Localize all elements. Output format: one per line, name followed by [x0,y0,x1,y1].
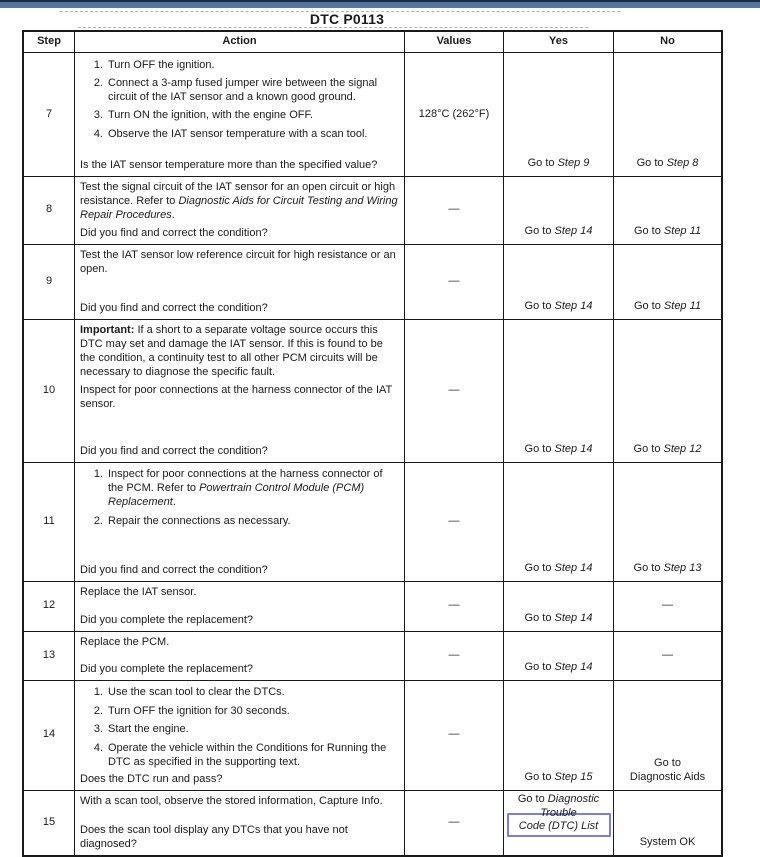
important-label: Important: [80,323,135,336]
no-cell: System OK [613,791,721,855]
action-text: Replace the PCM. [80,635,170,648]
no-cell: Go to Step 8 [613,53,721,176]
action-list-item: 1. Turn OFF the ignition. [93,58,215,71]
action-question: Did you find and correct the condition? [80,563,268,576]
no-cell: Go to Step 11 [613,245,721,319]
action-cell [74,177,404,244]
no-cell: Go to Step 13 [613,463,721,581]
table-row-step-10 [24,319,721,462]
table-row-step-11 [24,462,721,581]
action-question: Did you find and correct the condition? [80,226,268,239]
page-title: DTC P0113 [309,11,385,27]
no-cell: Go to Diagnostic Aids [613,681,721,790]
values-cell: — [404,632,503,680]
action-cell [74,632,404,680]
step-number: 15 [42,815,56,828]
diagnostic-table [22,30,723,857]
action-list-item: 3. Start the engine. [93,723,189,736]
action-list-item: 2. Repair the connections as necessary. [93,514,291,527]
action-list-item: 4. Observe the IAT sensor temperature with a scan tool. [93,127,368,140]
no-cell: Go to Step 12 [613,320,721,462]
action-question: Did you complete the replacement? [80,662,254,675]
step-number: 8 [45,203,53,216]
action-text: Test the signal circuit of the IAT sensor for an open circuit or high resistance. Refer to Diagnostic Aids for Circuit Testing and Wiring Repair Procedures. [80,181,398,221]
yes-cell: Go to Step 14 [503,177,613,244]
action-cell [74,681,404,790]
table-row-step-13 [24,631,721,680]
action-text: Inspect for poor connections at the harness connector of the IAT sensor. [80,383,393,410]
table-row-step-15 [24,790,721,855]
action-text: Important: If a short to a separate voltage source occurs this DTC may set and damage the IAT sensor. If this is found to be the condition, a continuity test to all other PCM circuits will be necessary to diagnose the specific fault. [80,323,383,378]
action-text: Replace the IAT sensor. [80,585,197,598]
dtc-list-link-box[interactable]: Code (DTC) List [507,813,611,837]
action-question: Did you find and correct the condition? [80,444,268,457]
values-cell: — [404,320,503,462]
action-cell [74,245,404,319]
window-top-bar [0,0,760,8]
values-cell: — [404,791,503,855]
action-list-item: 2. Connect a 3-amp fused jumper wire between the signal circuit of the IAT sensor and a known good ground. [93,76,378,103]
yes-cell: Go to Step 14 [503,320,613,462]
header-no: No [613,32,721,52]
table-row-step-12 [24,581,721,631]
action-cell [74,791,404,855]
yes-cell: Go to Step 14 [503,632,613,680]
action-cell [74,53,404,176]
step-number: 7 [45,107,53,120]
step-number: 11 [43,514,55,527]
no-cell: — [613,582,721,631]
action-question: Did you find and correct the condition? [80,301,268,314]
action-question: Is the IAT sensor temperature more than the specified value? [80,159,378,172]
values-cell: — [404,681,503,790]
dtc-list-link-text: Go to Diagnostic Trouble Code (DTC) List [507,793,611,837]
no-cell: — [613,632,721,680]
values-cell: — [404,463,503,581]
yes-cell: Go to Step 9 [503,53,613,176]
table-row-step-14 [24,680,721,790]
table-row-step-7 [24,52,721,176]
yes-cell: Go to Step 14 [503,582,613,631]
values-cell: — [404,245,503,319]
header-action: Action [74,32,404,52]
table-row-step-9 [24,244,721,319]
yes-cell [503,791,613,855]
table-header-row [24,32,721,52]
step-number: 14 [42,728,56,741]
step-number: 9 [45,274,53,287]
action-text: With a scan tool, observe the stored information, Capture Info. [80,794,383,807]
header-yes: Yes [503,32,613,52]
action-list-item: 1. Inspect for poor connections at the harness connector of the PCM. Refer to Powertrain Control Module (PCM) Replacement. [93,468,383,509]
step-number: 13 [42,648,56,661]
step-number: 10 [42,383,56,396]
action-list-item: 3. Turn ON the ignition, with the engine OFF. [93,109,314,122]
action-list-item: 2. Turn OFF the ignition for 30 seconds. [93,704,290,717]
header-step: Step [37,35,61,48]
table-row-step-8 [24,176,721,244]
action-cell [74,320,404,462]
action-list-item: 1. Use the scan tool to clear the DTCs. [93,686,285,699]
yes-cell: Go to Step 14 [503,463,613,581]
action-cell [74,463,404,581]
action-question: Did you complete the replacement? [80,613,254,626]
action-question: Does the DTC run and pass? [80,772,223,785]
action-text: Test the IAT sensor low reference circuit for high resistance or an open. [80,248,396,275]
action-list-item: 4. Operate the vehicle within the Conditions for Running the DTC as specified in the supporting text. [93,741,387,768]
values-cell: 128°C (262°F) [404,53,503,176]
action-question: Does the scan tool display any DTCs that you have not diagnosed? [80,823,348,850]
yes-cell: Go to Step 15 [503,681,613,790]
values-cell: — [404,582,503,631]
scan-artifact-line [78,27,588,28]
no-cell: Go to Step 11 [613,177,721,244]
action-cell [74,582,404,631]
header-values: Values [404,32,503,52]
yes-cell: Go to Step 14 [503,245,613,319]
values-cell: — [404,177,503,244]
step-number: 12 [42,599,56,612]
